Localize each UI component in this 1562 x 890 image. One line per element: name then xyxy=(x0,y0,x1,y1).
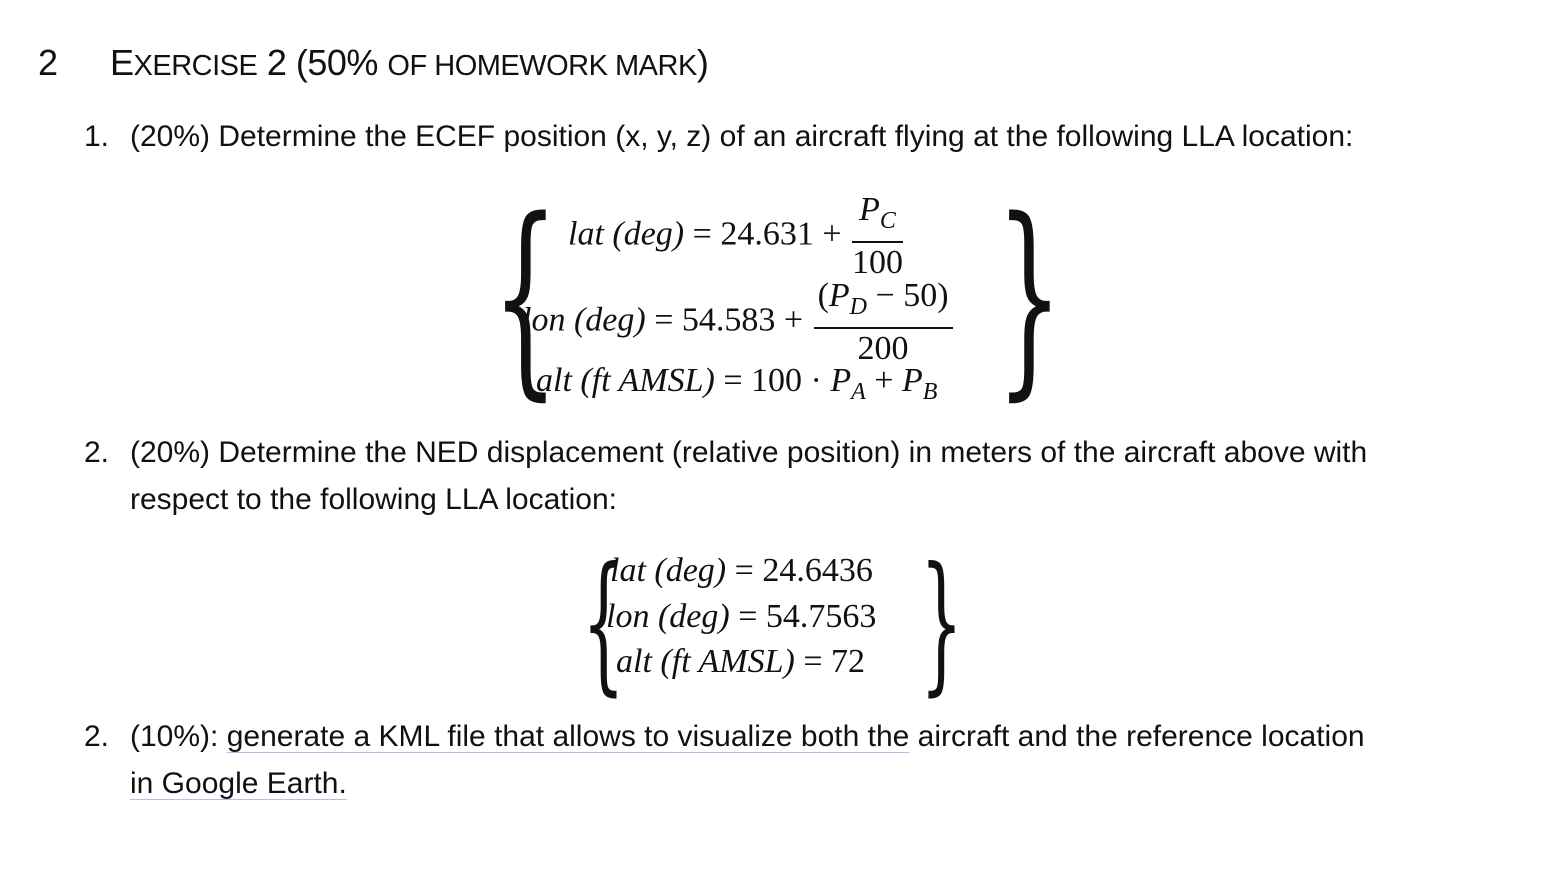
ref-alt-lhs: alt (ft AMSL) xyxy=(616,643,795,680)
ref-lon-value: 54.7563 xyxy=(765,598,877,635)
alt-var-2: P xyxy=(901,362,923,399)
ref-lat-value: 24.6436 xyxy=(762,552,873,589)
left-brace: { xyxy=(582,536,625,710)
lat-lhs: lat (deg) xyxy=(568,215,685,253)
alt-sub-1: A xyxy=(851,379,866,405)
lat-const: 24.631 xyxy=(720,215,814,253)
item-3-line-1 xyxy=(130,720,1365,754)
title-part: E xyxy=(110,42,134,83)
right-brace: } xyxy=(996,174,1063,419)
section-title xyxy=(110,42,708,84)
lon-equation: lon (deg) = 54.583 + $\frac{(P_D - 50)}{200}$ xyxy=(522,276,955,369)
title-smallcaps: OF HOMEWORK MARK xyxy=(387,50,697,82)
item-3-line-2 xyxy=(130,767,347,801)
lon-den: 200 xyxy=(857,330,909,367)
lat-num-var: P xyxy=(859,191,880,228)
ref-lat-lhs: lat (deg) xyxy=(610,552,727,589)
google-earth-link[interactable]: in Google Earth. xyxy=(130,767,347,800)
ref-lon-lhs: lon (deg) xyxy=(606,598,730,635)
lon-lhs: lon (deg) xyxy=(522,301,646,339)
lon-fraction xyxy=(814,276,953,369)
title-part: ) xyxy=(696,42,709,83)
lon-const: 54.583 xyxy=(681,301,776,339)
lon-num-sub: D xyxy=(849,294,868,320)
lat-den: 100 xyxy=(852,244,904,281)
kml-link[interactable]: generate a KML file that allows to visualize both the xyxy=(226,720,910,753)
lon-num-open: ( xyxy=(817,277,829,314)
alt-coef: 100 xyxy=(751,362,803,399)
ref-alt-value: 72 xyxy=(831,643,866,680)
ref-lon-equation: lon (deg) = 54.7563 xyxy=(606,598,877,635)
ref-alt-equation: alt (ft AMSL) = 72 xyxy=(616,643,866,680)
title-part: 2 (50% xyxy=(257,42,388,83)
item-3-number: 2. xyxy=(84,720,110,753)
left-brace: { xyxy=(492,174,559,419)
item-2-line-2: respect to the following LLA location: xyxy=(130,483,617,516)
lat-equation: lat (deg) = 24.631 + $\frac{P_C}{100}$ xyxy=(568,191,904,281)
item-1-text: (20%) Determine the ECEF position (x, y, z) of an aircraft flying at the following LLA location: xyxy=(130,120,1354,153)
item-2-line-1: (20%) Determine the NED displacement (relative position) in meters of the aircraft above with xyxy=(130,436,1368,469)
alt-lhs: alt (ft AMSL) xyxy=(536,362,715,399)
title-smallcaps: XERCISE xyxy=(133,50,258,82)
section-number: 2 xyxy=(38,42,59,83)
alt-equation: alt (ft AMSL) = $100 \cdot P_A + P_B$ xyxy=(536,362,938,405)
item-2-number: 2. xyxy=(84,436,110,469)
alt-sub-2: B xyxy=(922,379,938,405)
lat-num-sub: C xyxy=(879,208,896,234)
right-brace: } xyxy=(920,536,963,710)
lat-fraction xyxy=(852,190,903,283)
alt-var-1: P xyxy=(830,362,852,399)
lon-num-var: P xyxy=(828,277,850,314)
item-3-rest: aircraft and the reference location xyxy=(909,720,1365,753)
item-1-number: 1. xyxy=(84,120,110,153)
item-3-prefix: (10%): xyxy=(130,720,227,753)
ref-lat-equation: lat (deg) = 24.6436 xyxy=(610,552,873,589)
lon-num-rest: − 50) xyxy=(867,277,949,314)
